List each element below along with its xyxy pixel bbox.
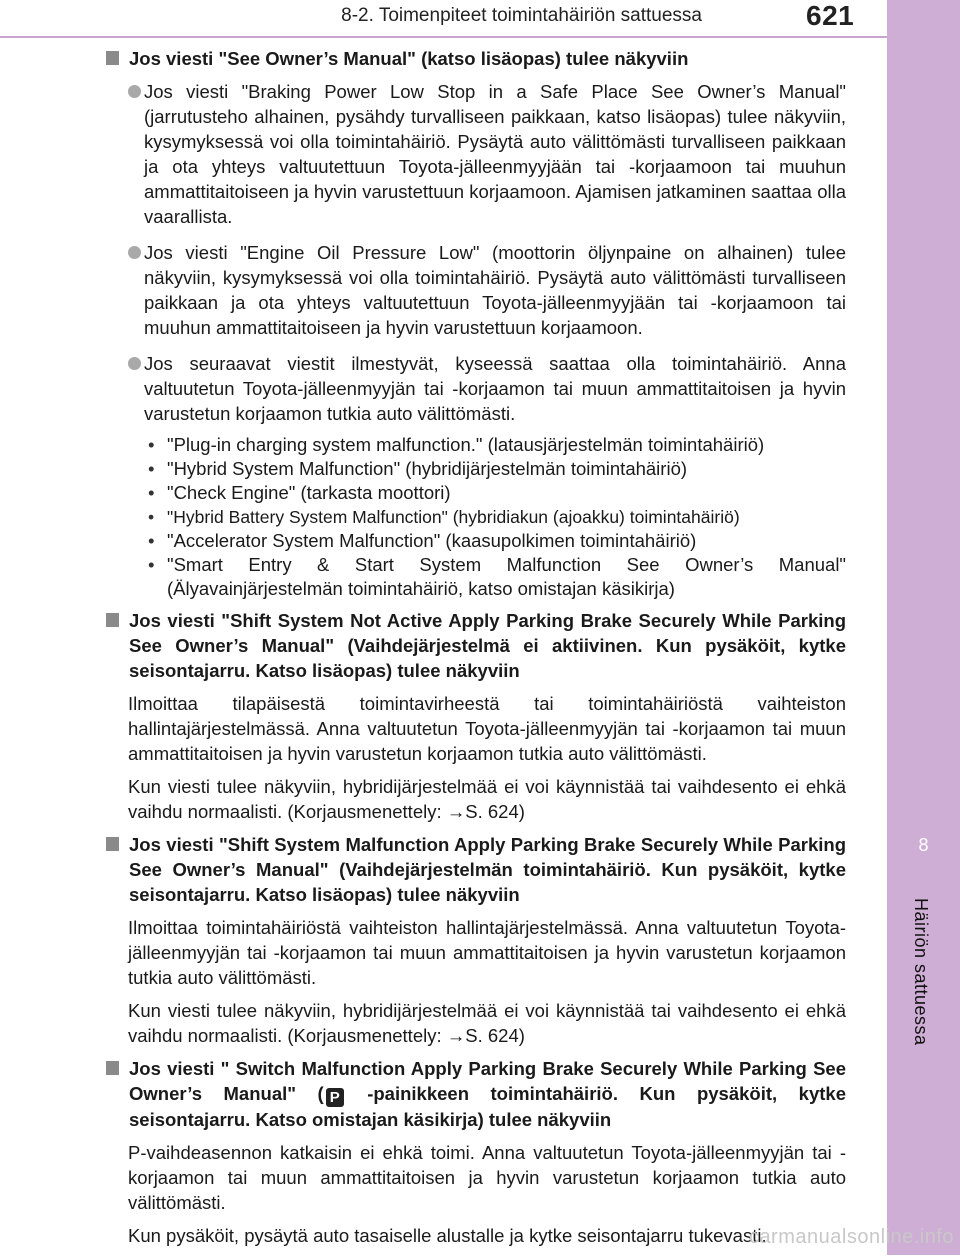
- chapter-title: Häiriön sattuessa: [911, 898, 931, 1046]
- page-number: 621: [806, 0, 855, 31]
- list-item: • "Plug-in charging system malfunction." (latausjärjestelmän toimintahäiriö): [148, 434, 765, 455]
- bullet-icon: •: [148, 434, 155, 455]
- list-item: • "Smart Entry & Start System Malfunction See Owner’s Manual" (Älyavainjärjestelmän toimintahäiriö, katso omistajan käsikirja): [148, 554, 846, 599]
- square-bullet-icon: [106, 1061, 119, 1075]
- circle-bullet-icon: [128, 85, 141, 98]
- bullet-icon: •: [148, 458, 155, 479]
- circle-bullet-item: Jos seuraavat viestit ilmestyvät, kyseessä saattaa olla toimintahäiriö. Anna valtuutetun Toyota-jälleenmyyjän tai -korjaamon tai muun ammattitaitoisen ja hyvin varustetun korjaamon tutkia auto välittömästi.: [106, 351, 846, 426]
- circle-bullet-item: Jos viesti "Braking Power Low Stop in a Safe Place See Owner’s Manual" (jarrutusteho alhainen, pysähdy turvalliseen paikkaan, katso lisäopas) tulee näkyviin, kysymyksessä voi olla toimintahäiriö. Pysäytä auto välittömästi turvalliseen paikkaan ja ota yhteys valtuutettuun Toyota-jälleenmyyjään tai -korjaamoon tai muuhun ammattitaitoiseen ja hyvin varustettuun korjaamoon. Ajamisen jatkaminen saattaa olla vaarallista.: [106, 79, 846, 229]
- paragraph: Kun viesti tulee näkyviin, hybridijärjestelmää ei voi käynnistää tai vaihdesento ei ehkä vaihdu normaalisti. (Korjausmenettely: →S. 624): [128, 776, 846, 822]
- section-heading: Jos viesti "Shift System Malfunction Apply Parking Brake Securely While Parking See Owner’s Manual" (Vaihdejärjestelmän toimintahäiriö. Kun pysäköit, kytke seisontajarru. Katso lisäopas) tulee näkyviin: [106, 832, 846, 907]
- paragraph: Ilmoittaa tilapäisestä toimintavirheestä tai toimintahäiriöstä vaihteiston hallintajärjestelmässä. Anna valtuutetun Toyota-jälleenmyyjän tai -korjaamon tai muun ammattitaitoisen ja hyvin varustetun korjaamon tutkia auto välittömästi.: [128, 693, 846, 764]
- bullet-icon: •: [148, 554, 155, 575]
- paragraph: Ilmoittaa toimintahäiriöstä vaihteiston hallintajärjestelmässä. Anna valtuutetun Toyota-jälleenmyyjän tai -korjaamon tai muun ammattitaitoisen ja hyvin varustetun korjaamon tutkia auto välittömästi.: [128, 917, 846, 988]
- paragraph: Kun pysäköit, pysäytä auto tasaiselle alustalle ja kytke seisontajarru tukevasti.: [128, 1225, 767, 1246]
- section-heading: Jos viesti " Switch Malfunction Apply Parking Brake Securely While Parking See Owner’s Manual" ( P -painikkeen toimintahäiriö. Kun pysäköit, kytke seisontajarru. Katso omistajan käsikirja) tulee näkyviin: [106, 1056, 846, 1132]
- p-position-switch-icon: P: [326, 1088, 344, 1107]
- chapter-side-tab: [887, 0, 960, 1255]
- section-heading: Jos viesti "See Owner’s Manual" (katso lisäopas) tulee näkyviin: [106, 46, 846, 71]
- bullet-icon: •: [148, 530, 155, 551]
- square-bullet-icon: [106, 613, 119, 627]
- paragraph: Kun viesti tulee näkyviin, hybridijärjestelmää ei voi käynnistää tai vaihdesento ei ehkä vaihdu normaalisti. (Korjausmenettely: →S. 624): [128, 1000, 846, 1046]
- page-content: [106, 46, 846, 1256]
- circle-bullet-icon: [128, 357, 141, 370]
- circle-bullet-item: Jos viesti "Engine Oil Pressure Low" (moottorin öljynpaine on alhainen) tulee näkyviin, kysymyksessä voi olla toimintahäiriö. Pysäytä auto välittömästi turvalliseen paikkaan ja ota yhteys valtuutettuun Toyota-jälleenmyyjään tai -korjaamoon tai muuhun ammattitaitoiseen ja hyvin varustettuun korjaamoon.: [106, 240, 846, 340]
- chapter-number: 8: [918, 835, 929, 855]
- section-title: 8-2. Toimenpiteet toimintahäiriön sattuessa: [341, 5, 702, 26]
- square-bullet-icon: [106, 837, 119, 851]
- list-item: • "Accelerator System Malfunction" (kaasupolkimen toimintahäiriö): [148, 530, 697, 551]
- square-bullet-icon: [106, 51, 119, 65]
- section-heading: Jos viesti "Shift System Not Active Apply Parking Brake Securely While Parking See Owner’s Manual" (Vaihdejärjestelmä ei aktiivinen. Kun pysäköit, kytke seisontajarru. Katso lisäopas) tulee näkyviin: [106, 608, 846, 683]
- bullet-icon: •: [148, 507, 155, 527]
- list-item: • "Check Engine" (tarkasta moottori): [148, 482, 451, 503]
- bullet-icon: •: [148, 482, 155, 503]
- footer-watermark: carmanualsonline.info: [748, 1226, 954, 1248]
- page-header: [0, 0, 887, 38]
- list-item: • "Hybrid Battery System Malfunction" (hybridiakun (ajoakku) toimintahäiriö): [148, 507, 740, 527]
- list-item: • "Hybrid System Malfunction" (hybridijärjestelmän toimintahäiriö): [148, 458, 688, 479]
- paragraph: P-vaihdeasennon katkaisin ei ehkä toimi. Anna valtuutetun Toyota-jälleenmyyjän tai -korjaamon tai muun ammattitaitoisen ja hyvin varustetun korjaamon tutkia auto välittömästi.: [128, 1142, 846, 1213]
- circle-bullet-icon: [128, 246, 141, 259]
- warning-message-list: [106, 433, 846, 601]
